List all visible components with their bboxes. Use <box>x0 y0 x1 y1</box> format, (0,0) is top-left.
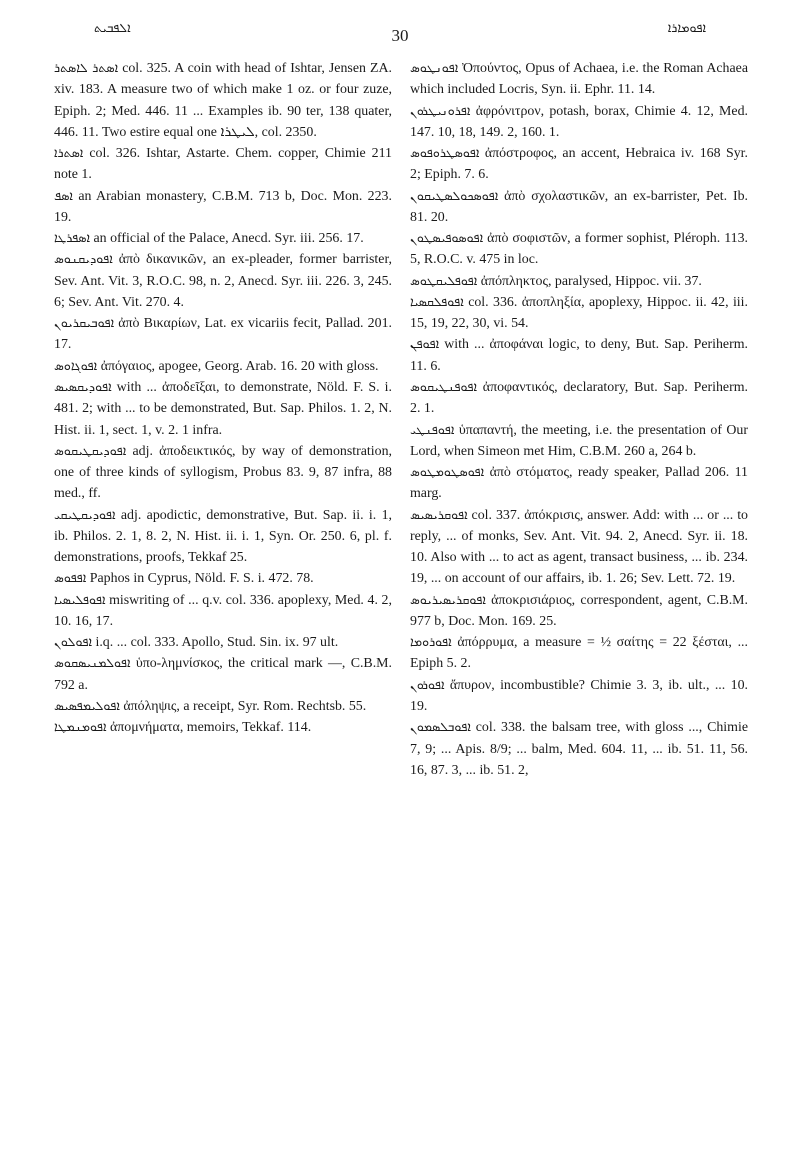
headword: ܐܣܬܪܐ <box>54 145 84 161</box>
entry <box>54 717 392 738</box>
entry-text: ἄπυρον, incombustible? Chimie 3. 3, ib. ult., ... 10. 19. <box>410 677 748 714</box>
entry <box>410 505 748 590</box>
entry-text: ἀποκρισιάριος, correspondent, agent, C.B.M. 977 b, Doc. Mon. 169. 25. <box>410 592 748 629</box>
headword: ܐܦܘܦܢ <box>410 336 440 352</box>
entry-text: i.q. ... col. 333. Apollo, Stud. Sin. ix. 97 ult. <box>95 635 339 651</box>
entry <box>54 590 392 633</box>
headword: ܐܦܘܠܡܢܝܣܩܘܣ <box>54 655 131 671</box>
entry-text: ἀποφαντικός, declaratory, But. Sap. Periherm. 2. 1. <box>410 379 748 417</box>
entry-text: col. 338. the balsam tree, with gloss ..., Chimie 7, 9; ... Apis. 8/9; ... balm, Med. 604. 11, ... ib. 51. 11, 56. 16, 87. 3, ... ib. 51. 2, <box>410 720 748 778</box>
headword: ܐܦܪܘܢܝܛܪܘܢ <box>410 102 471 118</box>
page-number: 30 <box>391 26 409 45</box>
entry-text: ὑπο-λημνίσκος, the critical mark —, C.B.M. 792 a. <box>54 656 392 693</box>
headword: ܐܦܘܦܠܝܣܝܐ <box>54 591 106 607</box>
headword: ܐܦܘܠܝܡܦܣܝܣ <box>54 697 120 713</box>
entry-text: ἀπόγαιος, apogee, Georg. Arab. 16. 20 with gloss. <box>100 358 379 374</box>
entry <box>410 420 748 463</box>
entry <box>54 441 392 505</box>
entry <box>410 462 748 505</box>
entry <box>54 313 392 356</box>
entry <box>410 58 748 101</box>
entry-text: ἀπομνήματα, memoirs, Tekkaf. 114. <box>110 720 312 736</box>
entry <box>410 101 748 144</box>
entry <box>54 186 392 229</box>
entry-text: ἀφρόνιτρον, potash, borax, Chimie 4. 12, Med. 147. 10, 18, 149. 2, 160. 1. <box>410 103 748 140</box>
entry <box>54 356 392 377</box>
entry <box>54 632 392 653</box>
entry-text: ἀπὸ σοφιστῶν, a former sophist, Pléroph. 113. 5, R.O.C. v. 475 in loc. <box>410 231 748 268</box>
headword: ܐܦܘܣܘܦܝܣܛܘܢ <box>410 230 484 246</box>
entry <box>54 58 392 143</box>
headword: ܐܦܘܒܝܩܪܝܘܢ <box>54 315 115 331</box>
headword: ܐܦܘܩܪܝܣܝܪܝܘܣ <box>410 591 486 607</box>
headword: ܐܦܘܦܢܛܝ <box>410 421 455 437</box>
headword: ܐܦܘܦܠܝܩܛܘܣ <box>410 272 478 288</box>
entry-text: ἀπὸ δικανικῶν, an ex-pleader, former barrister, Sev. Ant. Vit. 3, R.O.C. 98, n. 2, Anecd. Syr. iii. 226. 3, 245. 6; Sev. Ant. Vit. 270. 4. <box>54 252 392 310</box>
entry-text: ἀπὸ στόματος, ready speaker, Pallad 206. 11 marg. <box>410 465 748 502</box>
header-right-headword: ܐܦܘܡܐܪܐ <box>667 20 706 35</box>
entry-text: miswriting of ... q.v. col. 336. apoplexy, Med. 4. 2, 10. 16, 17. <box>54 592 392 629</box>
entry-text: with ... ἀποφάναι logic, to deny, But. Sap. Periherm. 11. 6. <box>410 337 748 374</box>
entry <box>54 653 392 696</box>
headword: ܐܦܦܘܣ <box>54 570 87 586</box>
entry-text: ἀπόπληκτος, paralysed, Hippoc. vii. 37. <box>480 273 702 289</box>
headword: ܐܦܘܪܘܢ <box>410 676 445 692</box>
entry-text: ὑπαπαντή, the meeting, i.e. the presentation of Our Lord, when Simeon met Him, C.B.M. 260 a, 264 b. <box>410 422 748 459</box>
entry-text: col. 326. Ishtar, Astarte. Chem. copper, Chimie 211 note 1. <box>54 146 392 183</box>
entry-text: col. 337. ἀπόκρισις, answer. Add: with ... or ... to reply, ... of monks, Sev. Ant. Vit. 94. 2, Anecd. Syr. ii. 18. 10. Also with ... to act as agent, transact business, ... ib. 234. 19, ... on account of our affairs, ib. 1. 26; Sev. Lett. 72. 19. <box>410 507 748 587</box>
entry <box>54 505 392 569</box>
headword: ܐܦܘܕܝܩܛܝܩܝ <box>54 506 116 522</box>
entry <box>54 696 392 717</box>
entry <box>410 717 748 781</box>
headword: ܐܦܘܣܛܘܡܛܘܣ <box>410 464 485 480</box>
entry <box>410 143 748 186</box>
entry-text: ἀπόληψις, a receipt, Syr. Rom. Rechtsb. 55. <box>123 698 367 714</box>
headword: ܐܦܘܦܠܩܣܝܐ <box>410 293 464 309</box>
entry-text: col. 336. ἀποπληξία, apoplexy, Hippoc. ii. 42, iii. 15, 19, 22, 30, vi. 54. <box>410 294 748 332</box>
entry-text: ἀπόστροφος, an accent, Hebraica iv. 168 Syr. 2; Epiph. 7. 6. <box>410 146 748 183</box>
headword: ܐܦܘܕܝܩܛܝܩܘܣ <box>54 442 127 458</box>
entry <box>410 632 748 675</box>
entry <box>410 377 748 420</box>
headword: ܐܣܦܪܛܐ <box>54 230 91 246</box>
headword: ܐܦܘܓܐܘܣ <box>54 357 98 373</box>
headword: ܐܦܘܕܝܩܣܝܣ <box>54 378 112 394</box>
entry-text: ἀπόρρυμα, a measure = ½ σαίτης = 22 ξέσται, ... Epiph 5. 2. <box>410 635 748 672</box>
entry <box>54 228 392 249</box>
entry-text: ἀπὸ σχολαστικῶν, an ex-barrister, Pet. Ib. 81. 20. <box>410 188 748 225</box>
headword: ܐܦܘܣܛܪܘܦܘܣ <box>410 145 480 161</box>
header-left-headword: ܐܠܦܒܝܬ <box>94 20 131 35</box>
entry <box>410 271 748 292</box>
headword: ܐܦܘܒܠܣܡܘܢ <box>410 719 471 735</box>
entry <box>54 249 392 313</box>
entry-text: an Arabian monastery, C.B.M. 713 b, Doc. Mon. 223. 19. <box>54 188 392 225</box>
entry <box>410 228 748 271</box>
left-column <box>54 58 392 739</box>
entry <box>410 334 748 377</box>
entry <box>410 590 748 633</box>
headword: ܐܦܘܪܘܡܐ <box>410 634 452 650</box>
headword: ܐܦܘܣܟܘܠܣܛܝܩܘܢ <box>410 187 499 203</box>
entry <box>54 377 392 441</box>
entry-text: Paphos in Cyprus, Nöld. F. S. i. 472. 78. <box>89 571 314 587</box>
entry <box>410 292 748 335</box>
headword: ܐܣܬܪ ܠܐܣܬܪ <box>54 60 119 75</box>
entry-text: an official of the Palace, Anecd. Syr. iii. 256. 17. <box>93 231 364 247</box>
headword: ܐܦܘܡܢܡܛܐ <box>54 719 107 735</box>
entry <box>54 143 392 186</box>
entry <box>54 568 392 589</box>
headword: ܐܦܘܢܛܘܣ <box>410 60 459 75</box>
entry <box>410 675 748 718</box>
headword: ܐܦܘܕܝܩܢܘܣ <box>54 251 113 267</box>
headword: ܐܦܘܩܪܝܣܝܣ <box>410 506 468 522</box>
entry-text: adj. apodictic, demonstrative, But. Sap. ii. i. 1, ib. Philos. 2. 1, 8. 2, N. Hist. ii. i. 1, Syn. Or. 250. 6, pl. f. demonstrations, proofs, Tekkaf 25. <box>54 507 392 566</box>
right-column <box>410 58 748 781</box>
entry-text: ἀπὸ Βικαρίων, Lat. ex vicariis fecit, Pallad. 201. 17. <box>54 316 392 353</box>
entry-text: with ... ἀποδεῖξαι, to demonstrate, Nöld. F. S. i. 481. 2; with ... to be demonstrated, But. Sap. Philos. 1. 2, N. Hist. ii. 1, sect. 1, v. 2. 1 infra. <box>54 379 392 438</box>
entry <box>410 186 748 229</box>
entry-text: adj. ἀποδεικτικός, by way of demonstration, one of three kinds of syllogism, Probus 83. 9, 87 infra, 88 med., ff. <box>54 443 392 502</box>
page-header <box>54 16 746 50</box>
headword: ܐܣܦ <box>54 187 73 203</box>
headword: ܐܦܘܠܘܢ <box>54 634 92 650</box>
entry-text: col. 325. A coin with head of Ishtar, Jensen ZA. xiv. 183. A measure two of which make 1 oz. or four zuze, Epiph. 2; Med. 446. 11 ... Examples ib. 90 ter, 138 quater, 446. 11. Two estire equal one ܠܝܛܪܐ, col. 2350. <box>54 61 392 140</box>
entry-text: Ὀπούντος, Opus of Achaea, i.e. the Roman Achaea which included Locris, Syn. ii. Ephr. 11. 14. <box>410 61 748 98</box>
headword: ܐܦܘܦܢܛܝܩܘܣ <box>410 378 477 394</box>
